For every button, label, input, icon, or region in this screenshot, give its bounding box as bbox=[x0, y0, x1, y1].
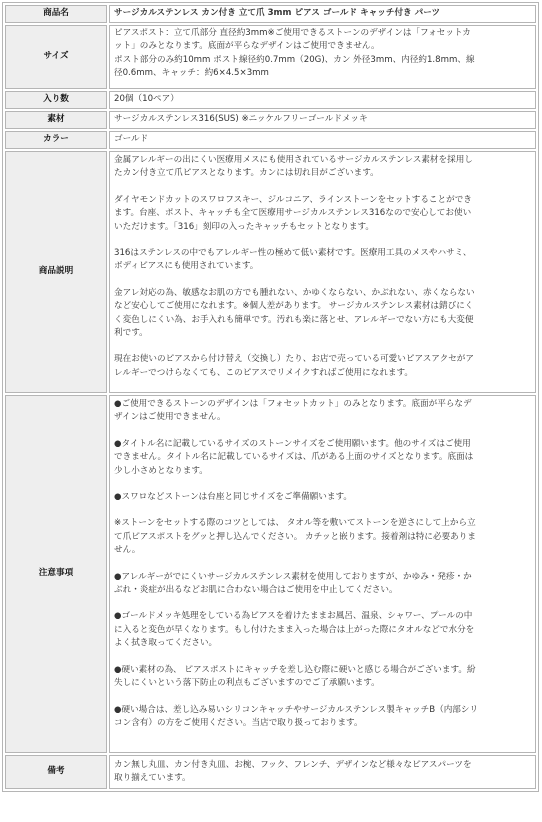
material-value: サージカルステンレス316(SUS) ※ニッケルフリーゴールドメッキ bbox=[109, 111, 536, 129]
text-line: ●アレルギーがでにくいサージカルステンレス素材を使用しておりますが、かゆみ・発疹・か bbox=[114, 571, 472, 582]
description-paragraph bbox=[114, 194, 531, 234]
text-line: 現在お使いのピアスから付け替え（交換し）たり、お店で売っている可愛いピアスアクセがア bbox=[114, 354, 474, 365]
text-line: よく拭き取ってください。 bbox=[114, 638, 218, 649]
description-paragraph bbox=[114, 154, 531, 181]
product-name-label: 商品名 bbox=[5, 5, 107, 23]
description-value bbox=[109, 151, 536, 393]
text-line: 少し小さめとなります。 bbox=[114, 465, 208, 476]
size-line: ピアスポスト：立て爪部分 直径約3mm※ご使用できるストーンのデザインは「フォセットカ bbox=[114, 28, 471, 38]
product-spec-document bbox=[2, 2, 539, 792]
text-line: ※ストーンをセットする際のコツとしては、 タオル等を敷いてストーンを逆さにして上から立 bbox=[114, 518, 476, 529]
text-line: ザインはご使用できません。 bbox=[114, 412, 226, 423]
text-line: 金属アレルギーの出にくい医療用メスにも使用されているサージカルステンレス素材を採用し bbox=[114, 155, 473, 165]
notes-paragraph bbox=[114, 610, 531, 650]
description-paragraph bbox=[114, 353, 531, 380]
remarks-line: カン無し丸皿、カン付き丸皿、お椀、フック、フレンチ、デザインなど様々なピアスパーツを bbox=[114, 759, 472, 770]
color-value: ゴールド bbox=[109, 131, 536, 149]
notes-paragraph bbox=[114, 664, 531, 691]
notes-value bbox=[109, 395, 536, 753]
row-product-name bbox=[5, 5, 536, 23]
size-value bbox=[109, 25, 536, 89]
description-paragraph bbox=[114, 287, 531, 341]
description-label: 商品説明 bbox=[5, 151, 107, 393]
quantity-value: 20個（10ペア） bbox=[109, 91, 536, 109]
notes-paragraph bbox=[114, 571, 531, 598]
text-line: に入ると変色が早くなります。もし付けたまま入った場合は上がった際にタオルなどで水分を bbox=[114, 624, 475, 635]
remarks-value bbox=[109, 755, 536, 789]
color-label: カラー bbox=[5, 131, 107, 149]
notes-paragraph bbox=[114, 704, 531, 731]
product-name-value: サージカルステンレス カン付き 立て爪 3mm ピアス ゴールド キャッチ付き パーツ bbox=[109, 5, 536, 23]
notes-paragraph bbox=[114, 517, 531, 557]
text-line: ぶれ・炎症が出るなどお肌に合わない場合はご使用を中止してください。 bbox=[114, 585, 398, 596]
row-size bbox=[5, 25, 536, 89]
text-line: レルギーでつけらなくても、このピアスでリメイクすればご使用になれます。 bbox=[114, 367, 414, 378]
text-line: 失しにくいという落下防止の利点もございますのでご了承願います。 bbox=[114, 678, 380, 689]
row-quantity bbox=[5, 91, 536, 109]
text-line: いただけます。「316」刻印の入ったキャッチもセットとなります。 bbox=[114, 221, 374, 232]
text-line: く変色しにくい為、お手入れも簡単です。汚れも楽に落とせ、アレルギーでない方にも大変便 bbox=[114, 314, 474, 325]
text-line: ダイヤモンドカットのスワロフスキー、ジルコニア、ラインストーンをセットすることができ bbox=[114, 194, 472, 205]
text-line: ●ゴールドメッキ処理をしている為ピアスを着けたままお風呂、温泉、シャワー、プールの中 bbox=[114, 611, 473, 622]
text-line: て爪ピアスポストをグッと押し込んでください。 カチッと嵌ります。接着剤は特に必要ありま bbox=[114, 531, 476, 542]
row-notes bbox=[5, 395, 536, 753]
remarks-line: 取り揃えています。 bbox=[114, 773, 191, 783]
text-line: ●硬い素材の為、 ピアスポストにキャッチを差し込む際に硬いと感じる場合がございます。紛 bbox=[114, 664, 476, 675]
size-line: 径0.6mm、キャッチ：約6×4.5×3mm bbox=[114, 68, 269, 79]
notes-paragraph bbox=[114, 398, 531, 425]
text-line: ●スワロなどストーンは台座と同じサイズをご準備願います。 bbox=[114, 492, 352, 503]
row-material bbox=[5, 111, 536, 129]
text-line: できません。タイトル名に記載しているサイズは、爪がある上面のサイズとなります。底面は bbox=[114, 452, 474, 463]
notes-label: 注意事項 bbox=[5, 395, 107, 753]
size-line: ット」のみとなります。底面が平らなデザインはご使用できません。 bbox=[114, 41, 380, 52]
text-line: 利です。 bbox=[114, 328, 148, 339]
text-line: ●ご使用できるストーンのデザインは「フォセットカット」のみとなります。底面が平らなデ bbox=[114, 399, 472, 409]
spec-table bbox=[2, 2, 539, 792]
text-line: たカン付き立て爪ピアスとなります。カンには切れ目がございます。 bbox=[114, 168, 379, 179]
text-line: 316はステンレスの中でもアレルギー性の極めて低い素材です。医療用工具のメスやハサミ、 bbox=[114, 248, 472, 259]
row-description bbox=[5, 151, 536, 393]
row-remarks bbox=[5, 755, 536, 789]
material-label: 素材 bbox=[5, 111, 107, 129]
row-color bbox=[5, 131, 536, 149]
size-label: サイズ bbox=[5, 25, 107, 89]
text-line: ●硬い場合は、差し込み易いシリコンキャッチやサージカルステンレス製キャッチB（内部シリ bbox=[114, 704, 479, 715]
size-line: ポスト部分のみ約10mm ポスト線径約0.7mm（20G)、カン 外径3mm、内径約1.8mm、線 bbox=[114, 54, 475, 65]
text-line: など安心してご使用になれます。※個人差があります。 サージカルステンレス素材は錆びにく bbox=[114, 301, 474, 312]
text-line: 金アレ対応の為、敏感なお肌の方でも腫れない、かゆくならない、かぶれない、赤くならない bbox=[114, 287, 475, 298]
quantity-label: 入り数 bbox=[5, 91, 107, 109]
text-line: ます。台座、ポスト、キャッチも全て医療用サージカルステンレス316なので安心してお使い bbox=[114, 208, 472, 219]
notes-paragraph bbox=[114, 438, 531, 478]
notes-paragraph bbox=[114, 491, 531, 504]
text-line: ●タイトル名に記載しているサイズのストーンサイズをご使用願います。他のサイズはご使用 bbox=[114, 438, 471, 449]
text-line: ボディピアスにも使用されています。 bbox=[114, 261, 259, 272]
text-line: せん。 bbox=[114, 545, 141, 556]
remarks-label: 備考 bbox=[5, 755, 107, 789]
description-paragraph bbox=[114, 247, 531, 274]
text-line: コン含有）の方をご使用ください。当店で取り扱っております。 bbox=[114, 717, 363, 728]
